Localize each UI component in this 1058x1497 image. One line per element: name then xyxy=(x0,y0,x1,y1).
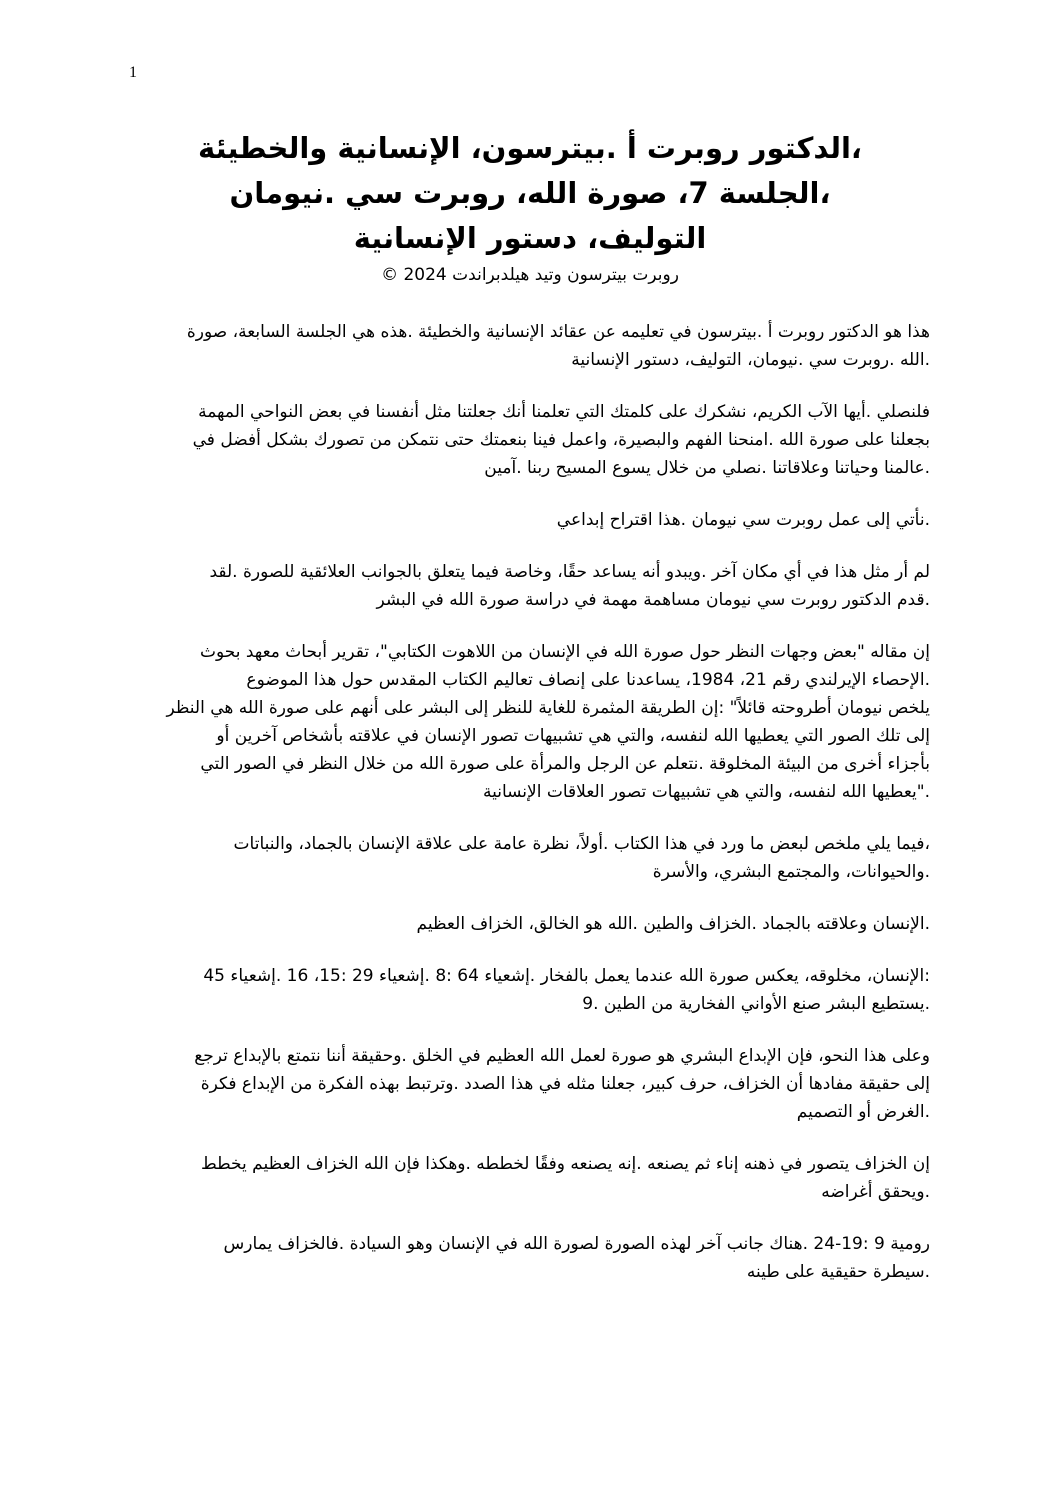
text-line: :الإنسان، مخلوقه، يعكس صورة الله عندما يعمل بالفخار .إشعياء 64 :8 .إشعياء 29 :15، 16 .إشعياء 45 xyxy=(203,966,930,986)
paragraph-potter-plans xyxy=(130,1150,930,1206)
text-line: .ويحقق أغراضه xyxy=(821,1182,930,1202)
paragraph-intro xyxy=(130,318,930,374)
text-line: .يستطيع البشر صنع الأواني الفخارية من الطين .9 xyxy=(582,994,930,1014)
text-line: فلنصلي .أيها الآب الكريم، نشكرك على كلمتك التي تعلمنا أنك جعلتنا مثل أنفسنا في بعض النواحي المهمة xyxy=(198,402,930,422)
page-number: 1 xyxy=(129,64,137,81)
text-line: إلى حقيقة مفادها أن الخزاف، حرف كبير، جعلنا مثله في هذا الصدد .وترتبط بهذه الفكرة من الإبداع فكرة xyxy=(200,1074,930,1094)
paragraph-contribution xyxy=(130,558,930,614)
text-line: رومية 9 :19-24 .هناك جانب آخر لهذه الصورة لصورة الله في الإنسان وهو السيادة .فالخزاف يمارس xyxy=(223,1234,930,1254)
text-line: إن مقاله "بعض وجهات النظر حول صورة الله في الإنسان من اللاهوت الكتابي"، تقرير أبحاث معهد بحوث xyxy=(199,642,930,662)
title-line: ،الجلسة 7، صورة الله، روبرت سي .نيومان xyxy=(229,176,831,210)
text-line: .الإنسان وعلاقته بالجماد .الخزاف والطين .الله هو الخالق، الخزاف العظيم xyxy=(416,914,930,934)
text-line: .عالمنا وحياتنا وعلاقاتنا .نصلي من خلال يسوع المسيح ربنا .آمين xyxy=(484,458,930,478)
text-line: .الإحصاء الإيرلندي رقم 21، 1984، يساعدنا على إنصاف تعاليم الكتاب المقدس حول هذا الموضوع xyxy=(246,670,930,690)
text-line: .نأتي إلى عمل روبرت سي نيومان .هذا اقتراح إبداعي xyxy=(556,510,930,530)
text-line: .والحيوانات، والمجتمع البشري، والأسرة xyxy=(652,862,930,882)
text-line: لم أر مثل هذا في أي مكان آخر .ويبدو أنه يساعد حقًا، وخاصة فيما يتعلق بالجوانب العلائقية للصورة .لقد xyxy=(209,562,930,582)
text-line: بأجزاء أخرى من البيئة المخلوقة .نتعلم عن الرجل والمرأة على صورة الله من خلال النظر في الصور التي xyxy=(200,754,930,774)
paragraph-newman-intro xyxy=(130,506,930,534)
copyright-line: روبرت بيترسون وتيد هيلدبراندت 2024 © xyxy=(381,265,679,285)
text-line: وعلى هذا النحو، فإن الإبداع البشري هو صورة لعمل الله العظيم في الخلق .وحقيقة أننا نتمتع بالإبداع ترجع xyxy=(194,1046,930,1066)
text-line: ،فيما يلي ملخص لبعض ما ورد في هذا الكتاب .أولاً، نظرة عامة على علاقة الإنسان بالجماد، والنباتات xyxy=(233,834,930,854)
text-line: .قدم الدكتور روبرت سي نيومان مساهمة مهمة في دراسة صورة الله في البشر xyxy=(376,590,930,610)
text-line: .الله .روبرت سي .نيومان، التوليف، دستور الإنسانية xyxy=(571,350,930,370)
text-line: يلخص نيومان أطروحته قائلاً" :إن الطريقة المثمرة للغاية للنظر إلى البشر على أنهم على صورة الله هي النظر xyxy=(166,698,930,718)
text-line: .سيطرة حقيقية على طينه xyxy=(746,1262,930,1282)
text-line: ."يعطيها الله لنفسه، والتي هي تشبيهات تصور العلاقات الإنسانية xyxy=(482,782,930,802)
paragraph-isaiah-references xyxy=(130,962,930,1018)
document-header xyxy=(130,126,930,287)
title-line: ،الدكتور روبرت أ .بيترسون، الإنسانية والخطيئة xyxy=(198,131,862,165)
document-body xyxy=(130,318,930,1310)
text-line: إن الخزاف يتصور في ذهنه إناء ثم يصنعه .إنه يصنعه وفقًا لخططه .وهكذا فإن الله الخزاف العظيم يخطط xyxy=(200,1154,930,1174)
text-line: هذا هو الدكتور روبرت أ .بيترسون في تعليمه عن عقائد الإنسانية والخطيئة .هذه هي الجلسة السابعة، صورة xyxy=(186,322,930,342)
paragraph-potter-clay xyxy=(130,910,930,938)
text-line: بجعلنا على صورة الله .امنحنا الفهم والبصيرة، واعمل فينا بنعمتك حتى نتمكن من تصورك بشكل أفضل في xyxy=(192,430,930,450)
paragraph-prayer xyxy=(130,398,930,482)
paragraph-sovereignty xyxy=(130,1230,930,1286)
text-line: إلى تلك الصور التي يعطيها الله لنفسه، والتي هي تشبيهات تصور الإنسان في علاقته بأشخاص آخرين أو xyxy=(216,726,930,746)
paragraph-article-thesis xyxy=(130,638,930,806)
text-line: .الغرض أو التصميم xyxy=(796,1102,930,1122)
title-line: التوليف، دستور الإنسانية xyxy=(353,221,707,255)
paragraph-summary xyxy=(130,830,930,886)
paragraph-creativity xyxy=(130,1042,930,1126)
